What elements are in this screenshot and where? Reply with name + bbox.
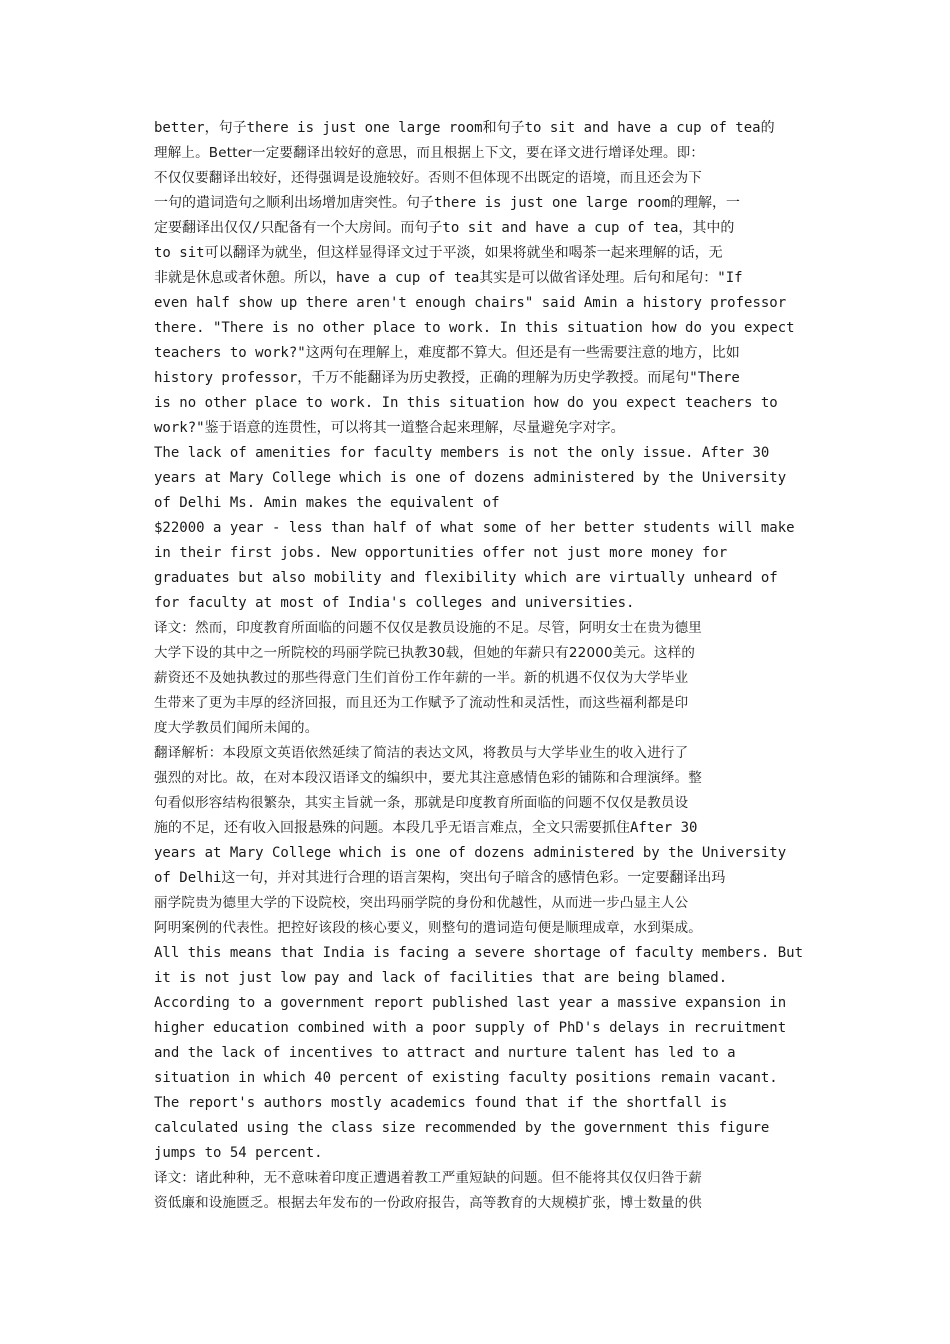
text-line: teachers to work?"这两句在理解上，难度都不算大。但还是有一些需要注意的地方，比如 xyxy=(154,345,740,361)
text-line: history professor，千万不能翻译为历史教授，正确的理解为历史学教授。而尾句"There xyxy=(154,370,740,386)
text-line: 丽学院贵为德里大学的下设院校，突出玛丽学院的身份和优越性，从而进一步凸显主人公 xyxy=(154,895,689,911)
text-line: 强烈的对比。故，在对本段汉语译文的编织中，要尤其注意感情色彩的铺陈和合理演绎。整 xyxy=(154,770,702,786)
text-line: there. "There is no other place to work. In this situation how do you expect xyxy=(154,320,795,336)
text-line: of Delhi Ms. Amin makes the equivalent of xyxy=(154,495,500,511)
text-line: jumps to 54 percent. xyxy=(154,1145,323,1161)
text-line: 非就是休息或者休憩。所以，have a cup of tea其实是可以做省译处理。后句和尾句："If xyxy=(154,270,743,286)
text-line: 施的不足，还有收入回报悬殊的问题。本段几乎无语言难点，全文只需要抓住After 30 xyxy=(154,820,698,836)
text-line: even half show up there aren't enough chairs" said Amin a history professor xyxy=(154,295,787,311)
text-line: work?"鉴于语意的连贯性，可以将其一道整合起来理解，尽量避免字对字。 xyxy=(154,420,625,436)
text-line: 译文：然而，印度教育所面临的问题不仅仅是教员设施的不足。尽管，阿明女士在贵为德里 xyxy=(154,620,702,636)
text-line: 薪资还不及她执教过的那些得意门生们首份工作年薪的一半。新的机遇不仅仅为大学毕业 xyxy=(154,670,689,686)
text-line: According to a government report published last year a massive expansion in xyxy=(154,995,787,1011)
text-line: calculated using the class size recommended by the government this figure xyxy=(154,1120,770,1136)
text-line: to sit可以翻译为就坐，但这样显得译文过于平淡，如果将就坐和喝茶一起来理解的话，无 xyxy=(154,245,723,261)
text-line: 句看似形容结构很繁杂，其实主旨就一条，那就是印度教育所面临的问题不仅仅是教员设 xyxy=(154,795,689,811)
text-line: graduates but also mobility and flexibility which are virtually unheard of xyxy=(154,570,778,586)
text-line: 资低廉和设施匮乏。根据去年发布的一份政府报告，高等教育的大规模扩张，博士数量的供 xyxy=(154,1195,702,1211)
text-line: situation in which 40 percent of existing faculty positions remain vacant. xyxy=(154,1070,778,1086)
text-line: for faculty at most of India's colleges and universities. xyxy=(154,595,635,611)
text-line: 大学下设的其中之一所院校的玛丽学院已执教30载，但她的年薪只有22000美元。这样的 xyxy=(154,645,696,661)
text-line: years at Mary College which is one of dozens administered by the University xyxy=(154,470,787,486)
text-line: All this means that India is facing a severe shortage of faculty members. But xyxy=(154,945,804,961)
document-body xyxy=(154,116,806,1216)
text-line: 生带来了更为丰厚的经济回报，而且还为工作赋予了流动性和灵活性，而这些福利都是印 xyxy=(154,695,689,711)
text-line: better，句子there is just one large room和句子to sit and have a cup of tea的 xyxy=(154,120,775,136)
text-line: of Delhi这一句，并对其进行合理的语言架构，突出句子暗含的感情色彩。一定要翻译出玛 xyxy=(154,870,726,886)
text-line: higher education combined with a poor supply of PhD's delays in recruitment xyxy=(154,1020,787,1036)
text-line: years at Mary College which is one of dozens administered by the University xyxy=(154,845,787,861)
text-line: in their first jobs. New opportunities offer not just more money for xyxy=(154,545,728,561)
text-line: $22000 a year - less than half of what some of her better students will make xyxy=(154,520,795,536)
text-line: 一句的遣词造句之顺利出场增加唐突性。句子there is just one large room的理解，一 xyxy=(154,195,741,211)
text-line: 定要翻译出仅仅/只配备有一个大房间。而句子to sit and have a cup of tea，其中的 xyxy=(154,220,735,236)
text-line: 翻译解析：本段原文英语依然延续了简洁的表达文风，将教员与大学毕业生的收入进行了 xyxy=(154,745,689,761)
text-line: 阿明案例的代表性。把控好该段的核心要义，则整句的遣词造句便是顺理成章，水到渠成。 xyxy=(154,920,702,936)
text-line: The lack of amenities for faculty members is not the only issue. After 30 xyxy=(154,445,770,461)
text-line: is no other place to work. In this situation how do you expect teachers to xyxy=(154,395,778,411)
text-line: The report's authors mostly academics found that if the shortfall is xyxy=(154,1095,728,1111)
text-line: 译文：诸此种种，无不意味着印度正遭遇着教工严重短缺的问题。但不能将其仅仅归咎于薪 xyxy=(154,1170,702,1186)
text-line: 度大学教员们闻所未闻的。 xyxy=(154,720,319,736)
text-line: and the lack of incentives to attract and nurture talent has led to a xyxy=(154,1045,736,1061)
text-line: 不仅仅要翻译出较好，还得强调是设施较好。否则不但体现不出既定的语境，而且还会为下 xyxy=(154,170,702,186)
text-line: 理解上。Better一定要翻译出较好的意思，而且根据上下文，要在译文进行增译处理。即： xyxy=(154,145,705,161)
text-line: it is not just low pay and lack of facilities that are being blamed. xyxy=(154,970,728,986)
